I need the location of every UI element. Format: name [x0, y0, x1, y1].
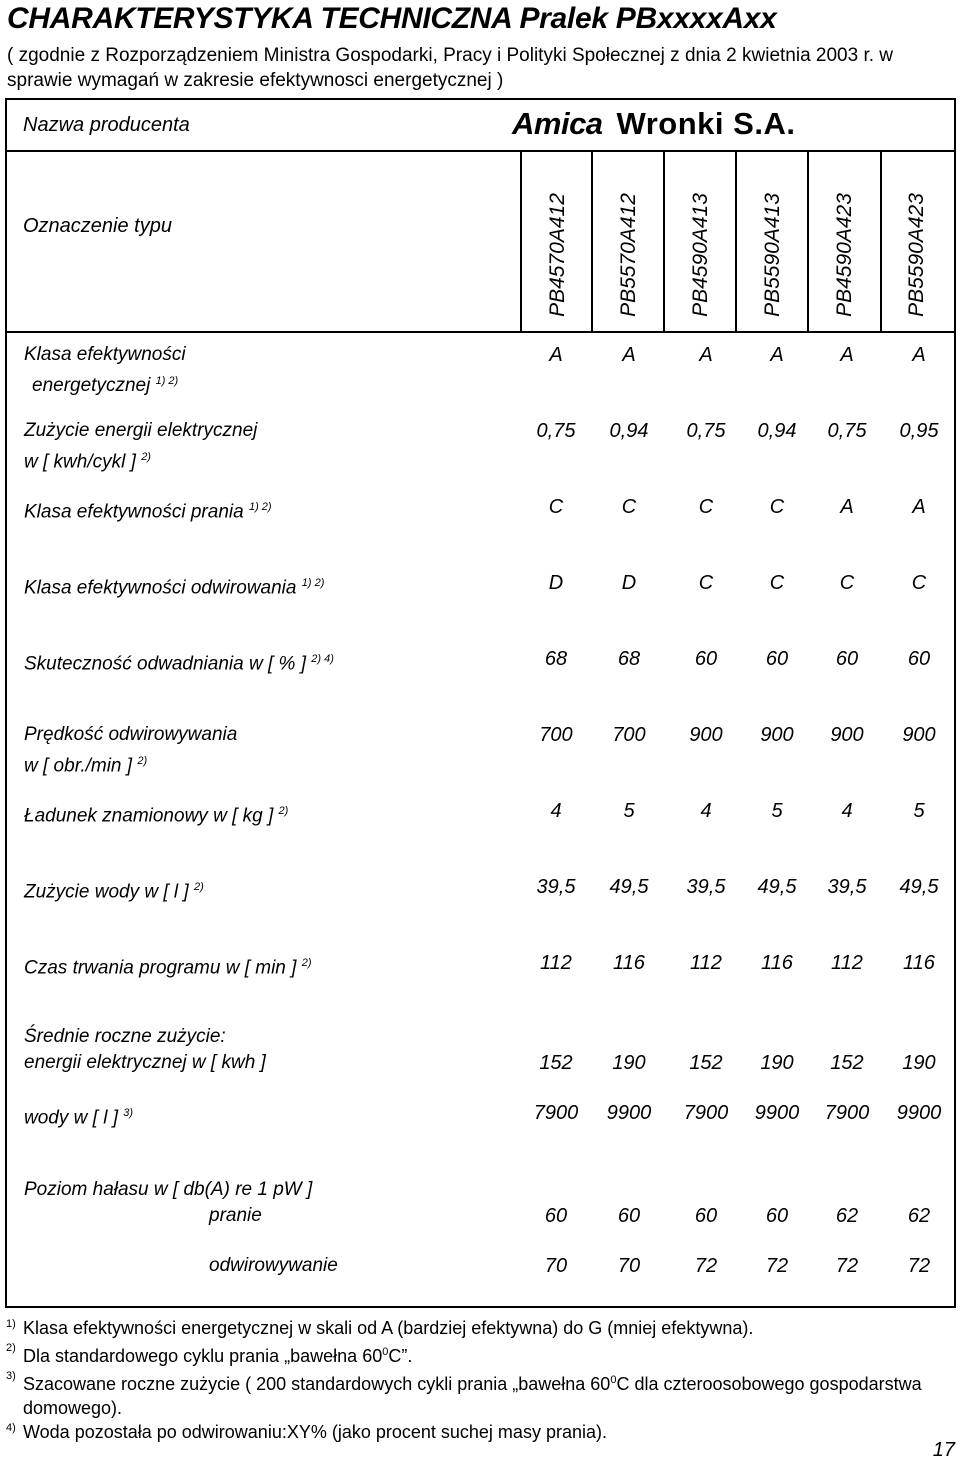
spin-class-value: D — [548, 572, 564, 594]
row-label-water-use: Zużycie wody w [ l ] $^{2)}$ — [24, 881, 204, 903]
footnote-mark: 2) — [6, 1342, 16, 1354]
program-time-value: 112 — [540, 952, 572, 974]
degree-mark: 0 — [382, 1346, 389, 1358]
energy-class-value: A — [622, 344, 636, 366]
annual-energy-value: 190 — [760, 1052, 794, 1074]
water-use-value: 49,5 — [757, 876, 797, 898]
column-divider — [520, 150, 522, 331]
energy-class-value: A — [549, 344, 563, 366]
row-label-annual-energy: energii elektrycznej w [ kwh ] — [24, 1052, 266, 1073]
footnote-text: C”. — [388, 1346, 413, 1366]
spec-table — [5, 98, 956, 1308]
load-value: 5 — [913, 800, 925, 822]
producer-label: Nazwa producenta — [23, 114, 190, 136]
amica-logo: Amica — [512, 106, 603, 141]
load-value: 4 — [841, 800, 853, 822]
row-label-noise-spinning: odwirowywanie — [209, 1255, 338, 1276]
program-time-value: 116 — [761, 952, 793, 974]
model-code: PB4590A413 — [689, 193, 712, 317]
spin-class-value: D — [621, 572, 637, 594]
spin-class-value: C — [839, 572, 855, 594]
spin-class-value: C — [911, 572, 927, 594]
annual-water-value: 7900 — [824, 1102, 870, 1124]
noise-washing-value: 60 — [544, 1205, 568, 1227]
noise-washing-value: 60 — [694, 1205, 718, 1227]
wash-class-value: A — [840, 496, 854, 518]
row-label-energy-use: Zużycie energii elektrycznej w [ kwh/cykl ] $^{2)}$ — [24, 420, 258, 473]
energy-use-value: 0,75 — [686, 420, 726, 442]
row-label-load: Ładunek znamionowy w [ kg ] $^{2)}$ — [24, 805, 289, 827]
model-code: PB4570A412 — [546, 193, 569, 317]
model-code: PB4590A423 — [833, 193, 856, 317]
regulation-note: ( zgodnie z Rozporządzeniem Ministra Gospodarki, Pracy i Polityki Społecznej z dnia 2 kwietnia 2003 r. w sprawie wymagań w zakresie efektywnosci energetycznej ) — [7, 45, 894, 91]
producer-row — [7, 100, 954, 152]
footnote-text: C dla czteroosobowego gospodarstwa domowego). — [23, 1374, 922, 1418]
footnote-text: Klasa efektywności energetycznej w skali od A (bardziej efektywna) do G (mniej efektywna). — [23, 1318, 754, 1338]
wash-class-value: C — [621, 496, 637, 518]
noise-spinning-value: 72 — [694, 1255, 718, 1277]
noise-washing-value: 62 — [907, 1205, 931, 1227]
footnotes — [6, 1316, 951, 1444]
water-use-value: 49,5 — [609, 876, 649, 898]
row-label-wash-class: Klasa efektywności prania $^{1) 2)}$ — [24, 501, 272, 523]
row-label-noise-washing: pranie — [209, 1205, 262, 1226]
annual-energy-value: 152 — [539, 1052, 573, 1074]
spin-speed-value: 900 — [760, 724, 794, 746]
footnote — [6, 1420, 951, 1444]
drying-efficiency-value: 60 — [907, 648, 931, 670]
spin-class-value: C — [769, 572, 785, 594]
energy-class-value: A — [912, 344, 926, 366]
row-label-drying-efficiency: Skuteczność odwadniania w [ % ] $^{2) 4)}$ — [24, 653, 334, 675]
energy-class-value: A — [699, 344, 713, 366]
load-value: 4 — [550, 800, 562, 822]
water-use-value: 39,5 — [686, 876, 726, 898]
annual-energy-value: 152 — [830, 1052, 864, 1074]
page-title: CHARAKTERYSTYKA TECHNICZNA Pralek PBxxxxAxx — [7, 2, 777, 35]
wash-class-value: C — [548, 496, 564, 518]
program-time-value: 112 — [690, 952, 722, 974]
energy-use-value: 0,75 — [827, 420, 867, 442]
program-time-value: 116 — [613, 952, 645, 974]
energy-use-value: 0,94 — [757, 420, 797, 442]
footnote-text: Szacowane roczne zużycie ( 200 standardowych cykli prania „bawełna 60 — [23, 1374, 611, 1394]
drying-efficiency-value: 60 — [765, 648, 789, 670]
footnote-mark: 3) — [6, 1370, 16, 1382]
noise-washing-value: 60 — [765, 1205, 789, 1227]
load-value: 4 — [700, 800, 712, 822]
column-divider — [591, 150, 593, 331]
noise-washing-value: 62 — [835, 1205, 859, 1227]
annual-water-value: 9900 — [754, 1102, 800, 1124]
energy-use-value: 0,95 — [899, 420, 939, 442]
annual-water-value: 7900 — [683, 1102, 729, 1124]
load-value: 5 — [771, 800, 783, 822]
column-divider — [735, 150, 737, 331]
producer-name: Wronki S.A. — [616, 106, 796, 141]
wash-class-value: A — [912, 496, 926, 518]
annual-water-value: 9900 — [606, 1102, 652, 1124]
spin-speed-value: 700 — [539, 724, 573, 746]
annual-water-value: 7900 — [533, 1102, 579, 1124]
noise-spinning-value: 72 — [907, 1255, 931, 1277]
row-label-annual-water: wody w [ l ] $^{3)}$ — [24, 1107, 134, 1129]
spin-class-value: C — [698, 572, 714, 594]
row-label-energy-class: Klasa efektywności energetycznej $^{1) 2)}$ — [24, 344, 186, 397]
water-use-value: 39,5 — [827, 876, 867, 898]
degree-mark: 0 — [610, 1374, 617, 1386]
wash-class-value: C — [698, 496, 714, 518]
water-use-value: 49,5 — [899, 876, 939, 898]
noise-washing-value: 60 — [617, 1205, 641, 1227]
noise-spinning-value: 70 — [544, 1255, 568, 1277]
noise-spinning-value: 72 — [765, 1255, 789, 1277]
spin-speed-value: 900 — [689, 724, 723, 746]
annual-water-value: 9900 — [896, 1102, 942, 1124]
footnote-mark: 4) — [6, 1422, 16, 1434]
annual-heading: Średnie roczne zużycie: — [24, 1026, 226, 1047]
spin-speed-value: 700 — [612, 724, 646, 746]
type-row — [7, 150, 954, 333]
drying-efficiency-value: 60 — [835, 648, 859, 670]
footnote — [6, 1340, 951, 1368]
spin-speed-value: 900 — [902, 724, 936, 746]
footnote-text: Woda pozostała po odwirowaniu:XY% (jako procent suchej masy prania). — [23, 1422, 607, 1442]
footnote — [6, 1316, 951, 1340]
energy-use-value: 0,75 — [536, 420, 576, 442]
wash-class-value: C — [769, 496, 785, 518]
column-divider — [663, 150, 665, 331]
annual-energy-value: 152 — [689, 1052, 723, 1074]
spin-speed-value: 900 — [830, 724, 864, 746]
water-use-value: 39,5 — [536, 876, 576, 898]
column-divider — [880, 150, 882, 331]
model-code: PB5590A413 — [761, 193, 784, 317]
model-code: PB5590A423 — [905, 193, 928, 317]
noise-spinning-value: 70 — [617, 1255, 641, 1277]
noise-heading: Poziom hałasu w [ db(A) re 1 pW ] — [24, 1179, 313, 1200]
drying-efficiency-value: 68 — [544, 648, 568, 670]
program-time-value: 116 — [903, 952, 935, 974]
footnote-text: Dla standardowego cyklu prania „bawełna 60 — [23, 1346, 383, 1366]
load-value: 5 — [623, 800, 635, 822]
annual-energy-value: 190 — [612, 1052, 646, 1074]
row-label-spin-class: Klasa efektywności odwirowania $^{1) 2)}$ — [24, 577, 325, 599]
energy-class-value: A — [840, 344, 854, 366]
model-code: PB5570A412 — [617, 193, 640, 317]
annual-energy-value: 190 — [902, 1052, 936, 1074]
noise-spinning-value: 72 — [835, 1255, 859, 1277]
footnote — [6, 1368, 951, 1420]
row-label-spin-speed: Prędkość odwirowywania w [ obr./min ] $^{2)}$ — [24, 724, 238, 777]
producer-brand — [512, 106, 795, 142]
program-time-value: 112 — [831, 952, 863, 974]
type-label: Oznaczenie typu — [23, 215, 172, 237]
energy-class-value: A — [770, 344, 784, 366]
column-divider — [807, 150, 809, 331]
energy-use-value: 0,94 — [609, 420, 649, 442]
footnote-mark: 1) — [6, 1318, 16, 1330]
row-label-program-time: Czas trwania programu w [ min ] $^{2)}$ — [24, 957, 312, 979]
page-number: 17 — [932, 1439, 955, 1461]
drying-efficiency-value: 60 — [694, 648, 718, 670]
drying-efficiency-value: 68 — [617, 648, 641, 670]
